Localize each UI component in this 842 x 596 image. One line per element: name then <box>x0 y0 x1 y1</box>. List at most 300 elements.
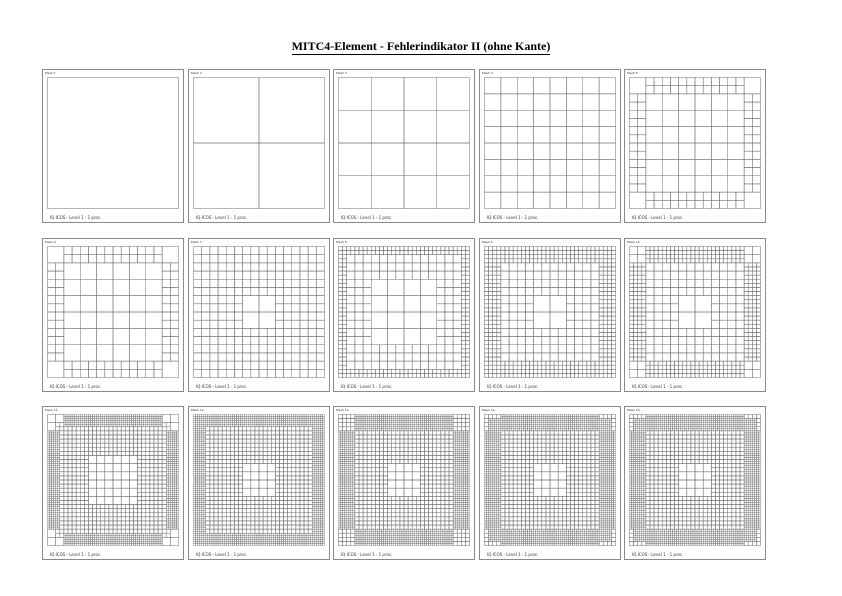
mesh-cell <box>230 472 234 476</box>
mesh-cell <box>95 537 97 539</box>
mesh-cell <box>322 431 324 433</box>
mesh-cell <box>154 417 156 419</box>
mesh-cell <box>146 369 154 377</box>
mesh-cell <box>424 247 428 251</box>
mesh-cell <box>312 466 314 468</box>
mesh-cell <box>642 267 646 271</box>
mesh-cell <box>58 496 60 498</box>
mesh-cell <box>202 337 210 345</box>
mesh-cell <box>404 373 408 377</box>
mesh-cell <box>715 251 719 255</box>
mesh-cell <box>267 451 271 455</box>
mesh-cell <box>304 423 306 425</box>
mesh-cell <box>691 247 695 251</box>
mesh-cell <box>339 328 343 332</box>
mesh-cell <box>316 247 324 255</box>
mesh-cell <box>119 425 121 427</box>
mesh-cell <box>599 349 603 353</box>
mesh-cell <box>194 496 196 498</box>
mesh-cell <box>150 521 154 525</box>
mesh-cell <box>670 328 678 336</box>
mesh-cell <box>517 259 521 263</box>
mesh-cell <box>728 143 744 159</box>
mesh-cell <box>109 421 111 423</box>
mesh-cell <box>52 431 54 433</box>
mesh-cell <box>60 451 64 455</box>
mesh-cell <box>654 304 662 312</box>
mesh-cell <box>695 259 699 263</box>
mesh-cell <box>298 419 300 421</box>
mesh-cell <box>66 421 68 423</box>
panel-title: Mesh 6 <box>45 240 56 244</box>
mesh-cell <box>142 431 146 435</box>
mesh-cell <box>206 423 208 425</box>
mesh-cell <box>56 478 58 480</box>
mesh-cell <box>695 94 711 110</box>
mesh-cell <box>695 328 703 336</box>
mesh-cell <box>76 535 78 537</box>
mesh-cell <box>497 373 501 377</box>
mesh-cell <box>654 353 662 361</box>
mesh-cell <box>76 415 78 417</box>
mesh-cell <box>752 300 756 304</box>
mesh-cell <box>234 247 242 255</box>
mesh-cell <box>691 373 695 377</box>
mesh-cell <box>52 490 54 492</box>
mesh-cell <box>267 427 271 431</box>
mesh-cell <box>90 541 92 543</box>
mesh-cell <box>150 539 152 541</box>
mesh-cell <box>202 490 204 492</box>
mesh-cell <box>284 435 288 439</box>
mesh-cell <box>675 365 679 369</box>
mesh-cell <box>204 468 206 470</box>
mesh-cell <box>138 369 146 377</box>
mesh-cell <box>339 324 343 328</box>
mesh-cell <box>748 287 752 291</box>
mesh-cell <box>517 263 525 271</box>
mesh-cell <box>101 435 105 439</box>
mesh-cell <box>113 529 117 533</box>
mesh-cell <box>279 468 283 472</box>
mesh-cell <box>316 468 318 470</box>
mesh-cell <box>101 417 103 419</box>
mesh-cell <box>736 192 744 200</box>
mesh-cell <box>662 373 666 377</box>
mesh-cell <box>129 263 145 279</box>
mesh-cell <box>347 320 355 328</box>
mesh-cell <box>339 373 343 377</box>
mesh-cell <box>247 455 251 459</box>
mesh-cell <box>218 247 226 255</box>
mesh-cell <box>638 304 642 308</box>
mesh-cell <box>64 421 66 423</box>
mesh-cell <box>56 496 58 498</box>
mesh-cell <box>638 135 646 143</box>
mesh-cell <box>64 423 66 425</box>
mesh-cell <box>611 357 615 361</box>
mesh-cell <box>744 271 748 275</box>
mesh-cell <box>343 353 347 357</box>
mesh-cell <box>485 373 489 377</box>
mesh-cell <box>176 480 178 482</box>
mesh-cell <box>259 328 267 336</box>
mesh-cell <box>170 423 178 431</box>
mesh-cell <box>461 259 465 263</box>
mesh-cell <box>78 537 80 539</box>
mesh-cell <box>646 255 650 259</box>
mesh-cell <box>138 419 140 421</box>
mesh-cell <box>200 451 202 453</box>
mesh-cell <box>90 423 92 425</box>
mesh-cell <box>162 488 166 492</box>
mesh-cell <box>275 425 277 427</box>
mesh-cell <box>279 439 283 443</box>
mesh-cell <box>275 447 279 451</box>
mesh-cell <box>168 505 170 507</box>
mesh-cell <box>339 357 343 361</box>
mesh-cell <box>56 486 58 488</box>
mesh-cell <box>292 361 300 369</box>
mesh-cell <box>160 419 162 421</box>
mesh-cell <box>308 263 316 271</box>
mesh-cell <box>198 478 200 480</box>
mesh-cell <box>200 415 202 417</box>
mesh-cell <box>93 541 95 543</box>
mesh-cell <box>412 369 416 373</box>
mesh-cell <box>465 304 469 308</box>
mesh-cell <box>339 320 343 324</box>
mesh-cell <box>56 263 64 271</box>
mesh-cell <box>292 472 296 476</box>
mesh-cell <box>52 523 54 525</box>
mesh-cell <box>162 464 166 468</box>
mesh-cell <box>138 543 140 545</box>
mesh-cell <box>740 361 744 365</box>
mesh-cell <box>546 259 550 263</box>
mesh-cell <box>204 488 206 490</box>
mesh-cell <box>176 494 178 496</box>
mesh-cell <box>138 537 140 539</box>
mesh-cell <box>162 304 170 312</box>
mesh-cell <box>194 425 196 427</box>
mesh-cell <box>176 457 178 459</box>
mesh-cell <box>316 345 324 353</box>
mesh-cell <box>703 263 711 271</box>
mesh-cell <box>453 251 457 255</box>
mesh-cell <box>316 457 318 459</box>
mesh-cell <box>595 255 599 259</box>
mesh-cell <box>744 135 752 143</box>
mesh-cell <box>247 439 251 443</box>
mesh-cell <box>715 361 719 365</box>
mesh-cell <box>90 539 92 541</box>
mesh-cell <box>388 251 392 255</box>
mesh-cell <box>156 415 158 417</box>
mesh-cell <box>654 296 662 304</box>
mesh-cell <box>670 373 674 377</box>
mesh-cell <box>550 287 558 295</box>
mesh-cell <box>662 337 670 345</box>
mesh-cell <box>78 415 80 417</box>
panel-title: Mesh 5 <box>627 71 638 75</box>
mesh-cell <box>234 435 238 439</box>
mesh-cell <box>204 425 206 427</box>
mesh-cell <box>461 369 465 373</box>
mesh-cell <box>172 468 174 470</box>
mesh-cell <box>583 263 591 271</box>
mesh-cell <box>575 373 579 377</box>
mesh-cell <box>284 304 292 312</box>
mesh-cell <box>121 423 123 425</box>
mesh-cell <box>84 476 88 480</box>
mesh-cell <box>744 332 748 336</box>
mesh-plot <box>47 77 179 209</box>
mesh-cell <box>630 345 634 349</box>
mesh-cell <box>129 435 133 439</box>
mesh-cell <box>513 369 517 373</box>
mesh-cell <box>591 312 599 320</box>
mesh-cell <box>575 365 579 369</box>
mesh-cell <box>662 328 670 336</box>
mesh-cell <box>748 332 752 336</box>
mesh-cell <box>172 457 174 459</box>
mesh-cell <box>566 279 574 287</box>
mesh-cell <box>269 421 271 423</box>
mesh-cell <box>318 425 320 427</box>
mesh-cell <box>80 296 96 312</box>
mesh-cell <box>194 423 196 425</box>
mesh-cell <box>296 425 298 427</box>
mesh-cell <box>170 464 172 466</box>
mesh-cell <box>243 431 247 435</box>
mesh-cell <box>166 427 170 431</box>
mesh-cell <box>129 496 137 504</box>
mesh-cell <box>603 275 607 279</box>
mesh-cell <box>245 421 247 423</box>
mesh-cell <box>316 435 318 437</box>
mesh-cell <box>194 279 202 287</box>
mesh-cell <box>554 247 558 251</box>
mesh-cell <box>154 460 158 464</box>
mesh-cell <box>420 251 424 255</box>
mesh-cell <box>198 439 200 441</box>
mesh-cell <box>437 361 445 369</box>
mesh-cell <box>88 421 90 423</box>
mesh-cell <box>534 365 538 369</box>
mesh-cell <box>140 541 142 543</box>
mesh-cell <box>174 517 176 519</box>
mesh-cell <box>125 543 127 545</box>
mesh-cell <box>54 460 56 462</box>
mesh-cell <box>275 421 277 423</box>
mesh-cell <box>234 279 242 287</box>
mesh-cell <box>271 443 275 447</box>
mesh-cell <box>162 509 166 513</box>
mesh-cell <box>93 521 97 525</box>
mesh-cell <box>465 341 469 345</box>
mesh-cell <box>465 369 469 373</box>
mesh-cell <box>575 328 583 336</box>
mesh-cell <box>212 419 214 421</box>
mesh-cell <box>591 373 595 377</box>
mesh-cell <box>170 509 172 511</box>
mesh-cell <box>259 439 263 443</box>
mesh-cell <box>611 263 615 267</box>
mesh-cell <box>194 503 196 505</box>
mesh-cell <box>255 417 257 419</box>
mesh-cell <box>715 373 719 377</box>
mesh-cell <box>166 457 168 459</box>
mesh-cell <box>194 369 202 377</box>
mesh-cell <box>339 361 343 365</box>
mesh-cell <box>123 417 125 419</box>
mesh-cell <box>318 462 320 464</box>
mesh-cell <box>534 353 542 361</box>
mesh-cell <box>316 320 324 328</box>
mesh-cell <box>599 159 615 175</box>
mesh-cell <box>84 480 88 484</box>
mesh-cell <box>218 328 226 336</box>
mesh-cell <box>501 263 509 271</box>
mesh-cell <box>634 279 638 283</box>
mesh-cell <box>501 247 505 251</box>
mesh-cell <box>200 419 202 421</box>
mesh-cell <box>64 525 68 529</box>
mesh-cell <box>501 365 505 369</box>
mesh-cell <box>265 423 267 425</box>
mesh-cell <box>234 361 242 369</box>
mesh-cell <box>642 357 646 361</box>
mesh-cell <box>72 443 76 447</box>
mesh-cell <box>56 328 64 336</box>
mesh-cell <box>158 509 162 513</box>
mesh-cell <box>465 279 469 283</box>
mesh-cell <box>292 296 300 304</box>
mesh-cell <box>52 482 54 484</box>
mesh-cell <box>68 517 72 521</box>
mesh-cell <box>650 373 654 377</box>
mesh-cell <box>64 443 68 447</box>
mesh-cell <box>154 369 162 377</box>
mesh-cell <box>150 423 152 425</box>
mesh-cell <box>48 453 50 455</box>
mesh-cell <box>76 472 80 476</box>
mesh-cell <box>662 94 678 110</box>
mesh-cell <box>611 267 615 271</box>
mesh-cell <box>292 468 296 472</box>
mesh-cell <box>703 255 707 259</box>
mesh-cell <box>172 476 174 478</box>
mesh-cell <box>168 476 170 478</box>
mesh-cell <box>744 324 748 328</box>
mesh-cell <box>658 259 662 263</box>
mesh-cell <box>48 433 50 435</box>
mesh-cell <box>534 255 538 259</box>
mesh-cell <box>230 435 234 439</box>
mesh-cell <box>176 488 178 490</box>
mesh-cell <box>630 279 634 283</box>
mesh-cell <box>121 472 129 480</box>
mesh-cell <box>744 247 752 255</box>
mesh-cell <box>174 494 176 496</box>
mesh-cell <box>105 255 113 263</box>
mesh-cell <box>603 324 607 328</box>
mesh-cell <box>88 525 92 529</box>
mesh-cell <box>550 127 566 143</box>
mesh-cell <box>119 543 121 545</box>
mesh-cell <box>196 453 198 455</box>
mesh-cell <box>176 511 178 513</box>
mesh-cell <box>275 455 279 459</box>
mesh-cell <box>654 337 662 345</box>
mesh-cell <box>599 365 603 369</box>
mesh-cell <box>343 247 347 251</box>
mesh-cell <box>200 490 202 492</box>
mesh-cell <box>121 447 125 451</box>
mesh-cell <box>105 417 107 419</box>
mesh-cell <box>76 460 80 464</box>
mesh-panel <box>42 238 184 392</box>
mesh-cell <box>292 451 296 455</box>
mesh-cell <box>222 421 224 423</box>
mesh-cell <box>88 509 92 513</box>
mesh-cell <box>166 519 168 521</box>
mesh-cell <box>198 419 200 421</box>
mesh-cell <box>170 486 172 488</box>
mesh-cell <box>603 263 607 267</box>
mesh-cell <box>48 296 56 304</box>
mesh-cell <box>509 320 517 328</box>
mesh-cell <box>66 423 68 425</box>
mesh-cell <box>575 259 579 263</box>
mesh-cell <box>198 472 200 474</box>
mesh-cell <box>318 429 320 431</box>
mesh-cell <box>249 425 251 427</box>
mesh-cell <box>375 247 379 251</box>
mesh-cell <box>99 537 101 539</box>
mesh-cell <box>566 255 570 259</box>
mesh-cell <box>202 492 204 494</box>
mesh-cell <box>675 247 679 251</box>
mesh-cell <box>84 537 86 539</box>
mesh-cell <box>265 421 267 423</box>
mesh-cell <box>591 279 599 287</box>
mesh-cell <box>50 480 52 482</box>
mesh-cell <box>60 513 64 517</box>
mesh-cell <box>105 455 113 463</box>
mesh-cell <box>566 312 574 320</box>
mesh-cell <box>218 484 222 488</box>
mesh-cell <box>123 423 125 425</box>
mesh-cell <box>174 470 176 472</box>
mesh-cell <box>111 419 113 421</box>
mesh-cell <box>101 537 103 539</box>
mesh-cell <box>105 451 109 455</box>
mesh-cell <box>412 271 420 279</box>
mesh-cell <box>202 353 210 361</box>
mesh-cell <box>579 251 583 255</box>
mesh-cell <box>371 296 387 312</box>
mesh-cell <box>176 515 178 517</box>
mesh-cell <box>461 263 465 267</box>
mesh-cell <box>119 535 121 537</box>
mesh-cell <box>72 492 76 496</box>
mesh-cell <box>138 529 142 533</box>
mesh-cell <box>302 421 304 423</box>
mesh-cell <box>534 127 550 143</box>
mesh-cell <box>158 517 162 521</box>
